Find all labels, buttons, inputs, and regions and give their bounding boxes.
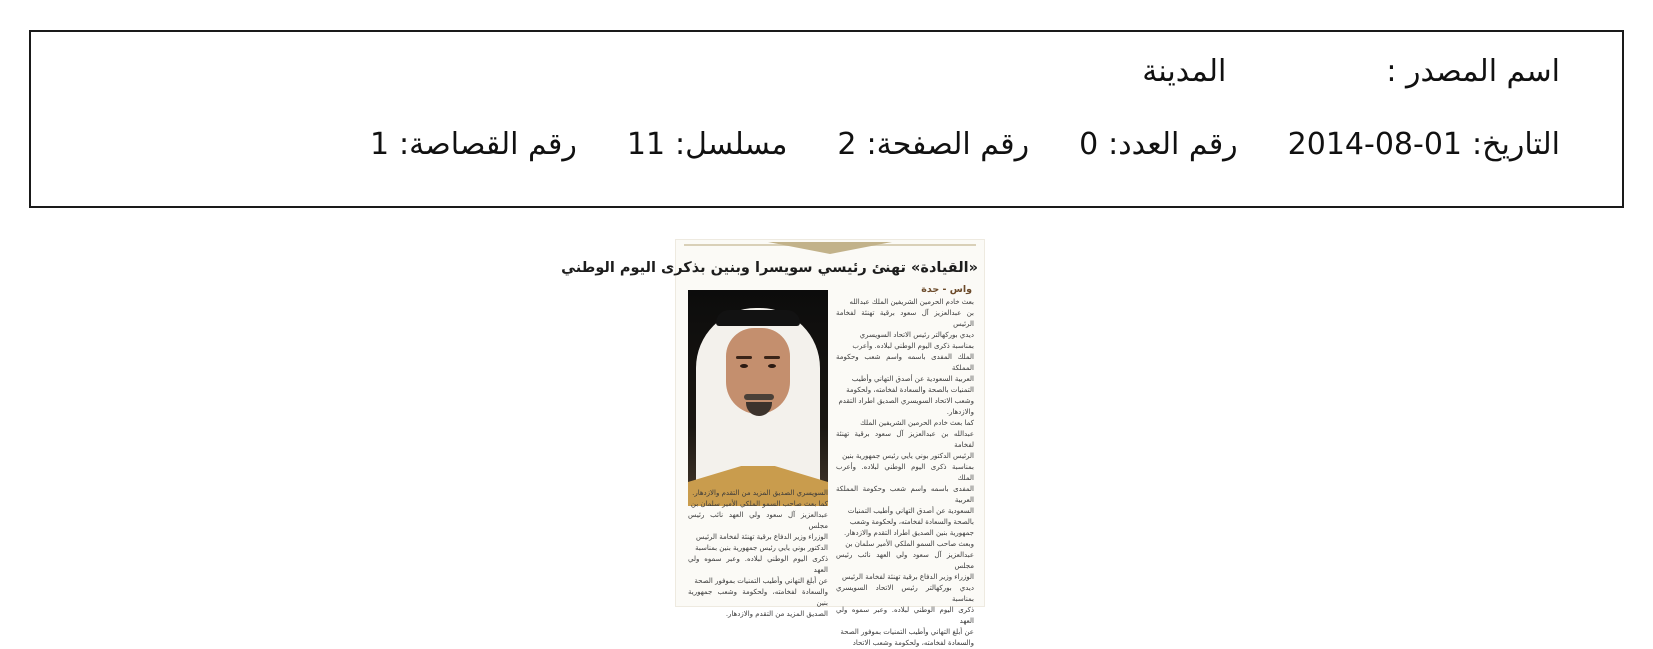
- page-label: رقم الصفحة:: [866, 127, 1030, 162]
- article-line: ديدي بوركهالتر رئيس الاتحاد السويسري بمناسبة: [836, 584, 974, 603]
- article-line: عبدالعزيز آل سعود ولي العهد نائب رئيس مجلس: [688, 511, 828, 530]
- article-line: الصديق المزيد من التقدم والازدهار.: [725, 610, 828, 618]
- article-line: عبدالله بن عبدالعزيز آل سعود برقية تهنئة لفخامة: [836, 430, 974, 449]
- page-value: 2: [837, 127, 857, 162]
- article-line: الوزراء وزير الدفاع برقية تهنئة لفخامة الرئيس: [696, 533, 828, 541]
- source-label: اسم المصدر :: [1386, 54, 1560, 89]
- portrait-photo: [688, 290, 828, 486]
- article-body-right: [836, 297, 974, 647]
- date-label: التاريخ:: [1472, 127, 1560, 162]
- article-line: بمناسبة ذكرى اليوم الوطني لبلاده. وأعرب: [852, 342, 974, 350]
- article-line: المفدى باسمه واسم شعب وحكومة المملكة العربية: [836, 485, 974, 504]
- article-line: العربية السعودية عن أصدق التهاني وأطيب: [851, 375, 974, 383]
- clipping-metadata-box: [29, 30, 1624, 208]
- article-line: السويسري الصديق المزيد من التقدم والازدهار.: [692, 489, 828, 497]
- date-value: 2014-08-01: [1287, 127, 1463, 162]
- article-line: بن عبدالعزيز آل سعود برقية تهنئة لفخامة الرئيس: [836, 309, 974, 328]
- article-line: والازدهار.: [946, 408, 974, 416]
- article-line: عبدالعزيز آل سعود ولي العهد نائب رئيس مجلس: [836, 551, 974, 570]
- article-line: بالصحة والسعادة لفخامته، ولحكومة وشعب: [849, 518, 974, 526]
- article-byline: واس - جدة: [921, 284, 972, 295]
- clip-number-value: 1: [369, 127, 390, 162]
- article-line: الوزراء وزير الدفاع برقية تهنئة لفخامة الرئيس: [842, 573, 974, 581]
- article-line: الدكتور بوني يايي رئيس جمهورية بنين بمناسبة: [695, 544, 828, 552]
- article-line: والسعادة لفخامته، ولحكومة وشعب جمهورية بنين: [688, 588, 828, 607]
- newspaper-clipping: [561, 240, 984, 647]
- article-line: وبعث صاحب السمو الملكي الأمير سلمان بن: [845, 540, 974, 548]
- issue-value: 0: [1079, 127, 1099, 162]
- article-line: ذكرى اليوم الوطني لبلاده. وعبر سموه ولي العهد: [688, 555, 828, 574]
- article-headline: «القيادة» تهنئ رئيسي سويسرا وبنين بذكرى اليوم الوطني: [561, 260, 978, 276]
- article-line: ذكرى اليوم الوطني لبلاده. وعبر سموه ولي العهد: [836, 606, 974, 625]
- details-row: [370, 127, 1560, 162]
- article-line: بعث خادم الحرمين الشريفين الملك عبدالله: [849, 298, 974, 306]
- serial-value: 11: [626, 127, 666, 162]
- article-line: جمهورية بنين الصديق اطراد التقدم والازدهار.: [844, 529, 974, 537]
- article-line: الرئيس الدكتور بوني يايي رئيس جمهورية بنين: [842, 452, 974, 460]
- article-body-left: [688, 488, 828, 618]
- clip-number-label: رقم القصاصة:: [399, 127, 577, 162]
- article-line: والسعادة لفخامته، ولحكومة وشعب الاتحاد: [852, 639, 974, 647]
- serial-label: مسلسل:: [675, 127, 788, 162]
- article-line: السعودية عن أصدق التهاني وأطيب التمنيات: [847, 507, 974, 515]
- source-row: [1142, 54, 1560, 89]
- source-value: المدينة: [1142, 54, 1227, 89]
- article-line: عن أبلغ التهاني وأطيب التمنيات بموفور الصحة: [694, 577, 828, 585]
- article-line: كما بعث خادم الحرمين الشريفين الملك: [860, 419, 974, 427]
- article-line: عن أبلغ التهاني وأطيب التمنيات بموفور الصحة: [840, 628, 974, 636]
- portrait-agal: [716, 310, 800, 326]
- article-line: التمنيات بالصحة والسعادة لفخامته، ولحكومة: [846, 386, 974, 394]
- article-line: بمناسبة ذكرى اليوم الوطني لبلاده. وأعرب الملك: [836, 463, 974, 482]
- article-line: ديدي بوركهالتر رئيس الاتحاد السويسري: [859, 331, 974, 339]
- chevron-ornament: [768, 242, 892, 254]
- issue-label: رقم العدد:: [1108, 127, 1238, 162]
- article-line: الملك المفدى باسمه واسم شعب وحكومة المملكة: [836, 353, 974, 372]
- article-line: كما بعث صاحب السمو الملكي الأمير سلمان بن: [690, 500, 828, 508]
- article-line: وشعب الاتحاد السويسري الصديق اطراد التقدم: [838, 397, 974, 405]
